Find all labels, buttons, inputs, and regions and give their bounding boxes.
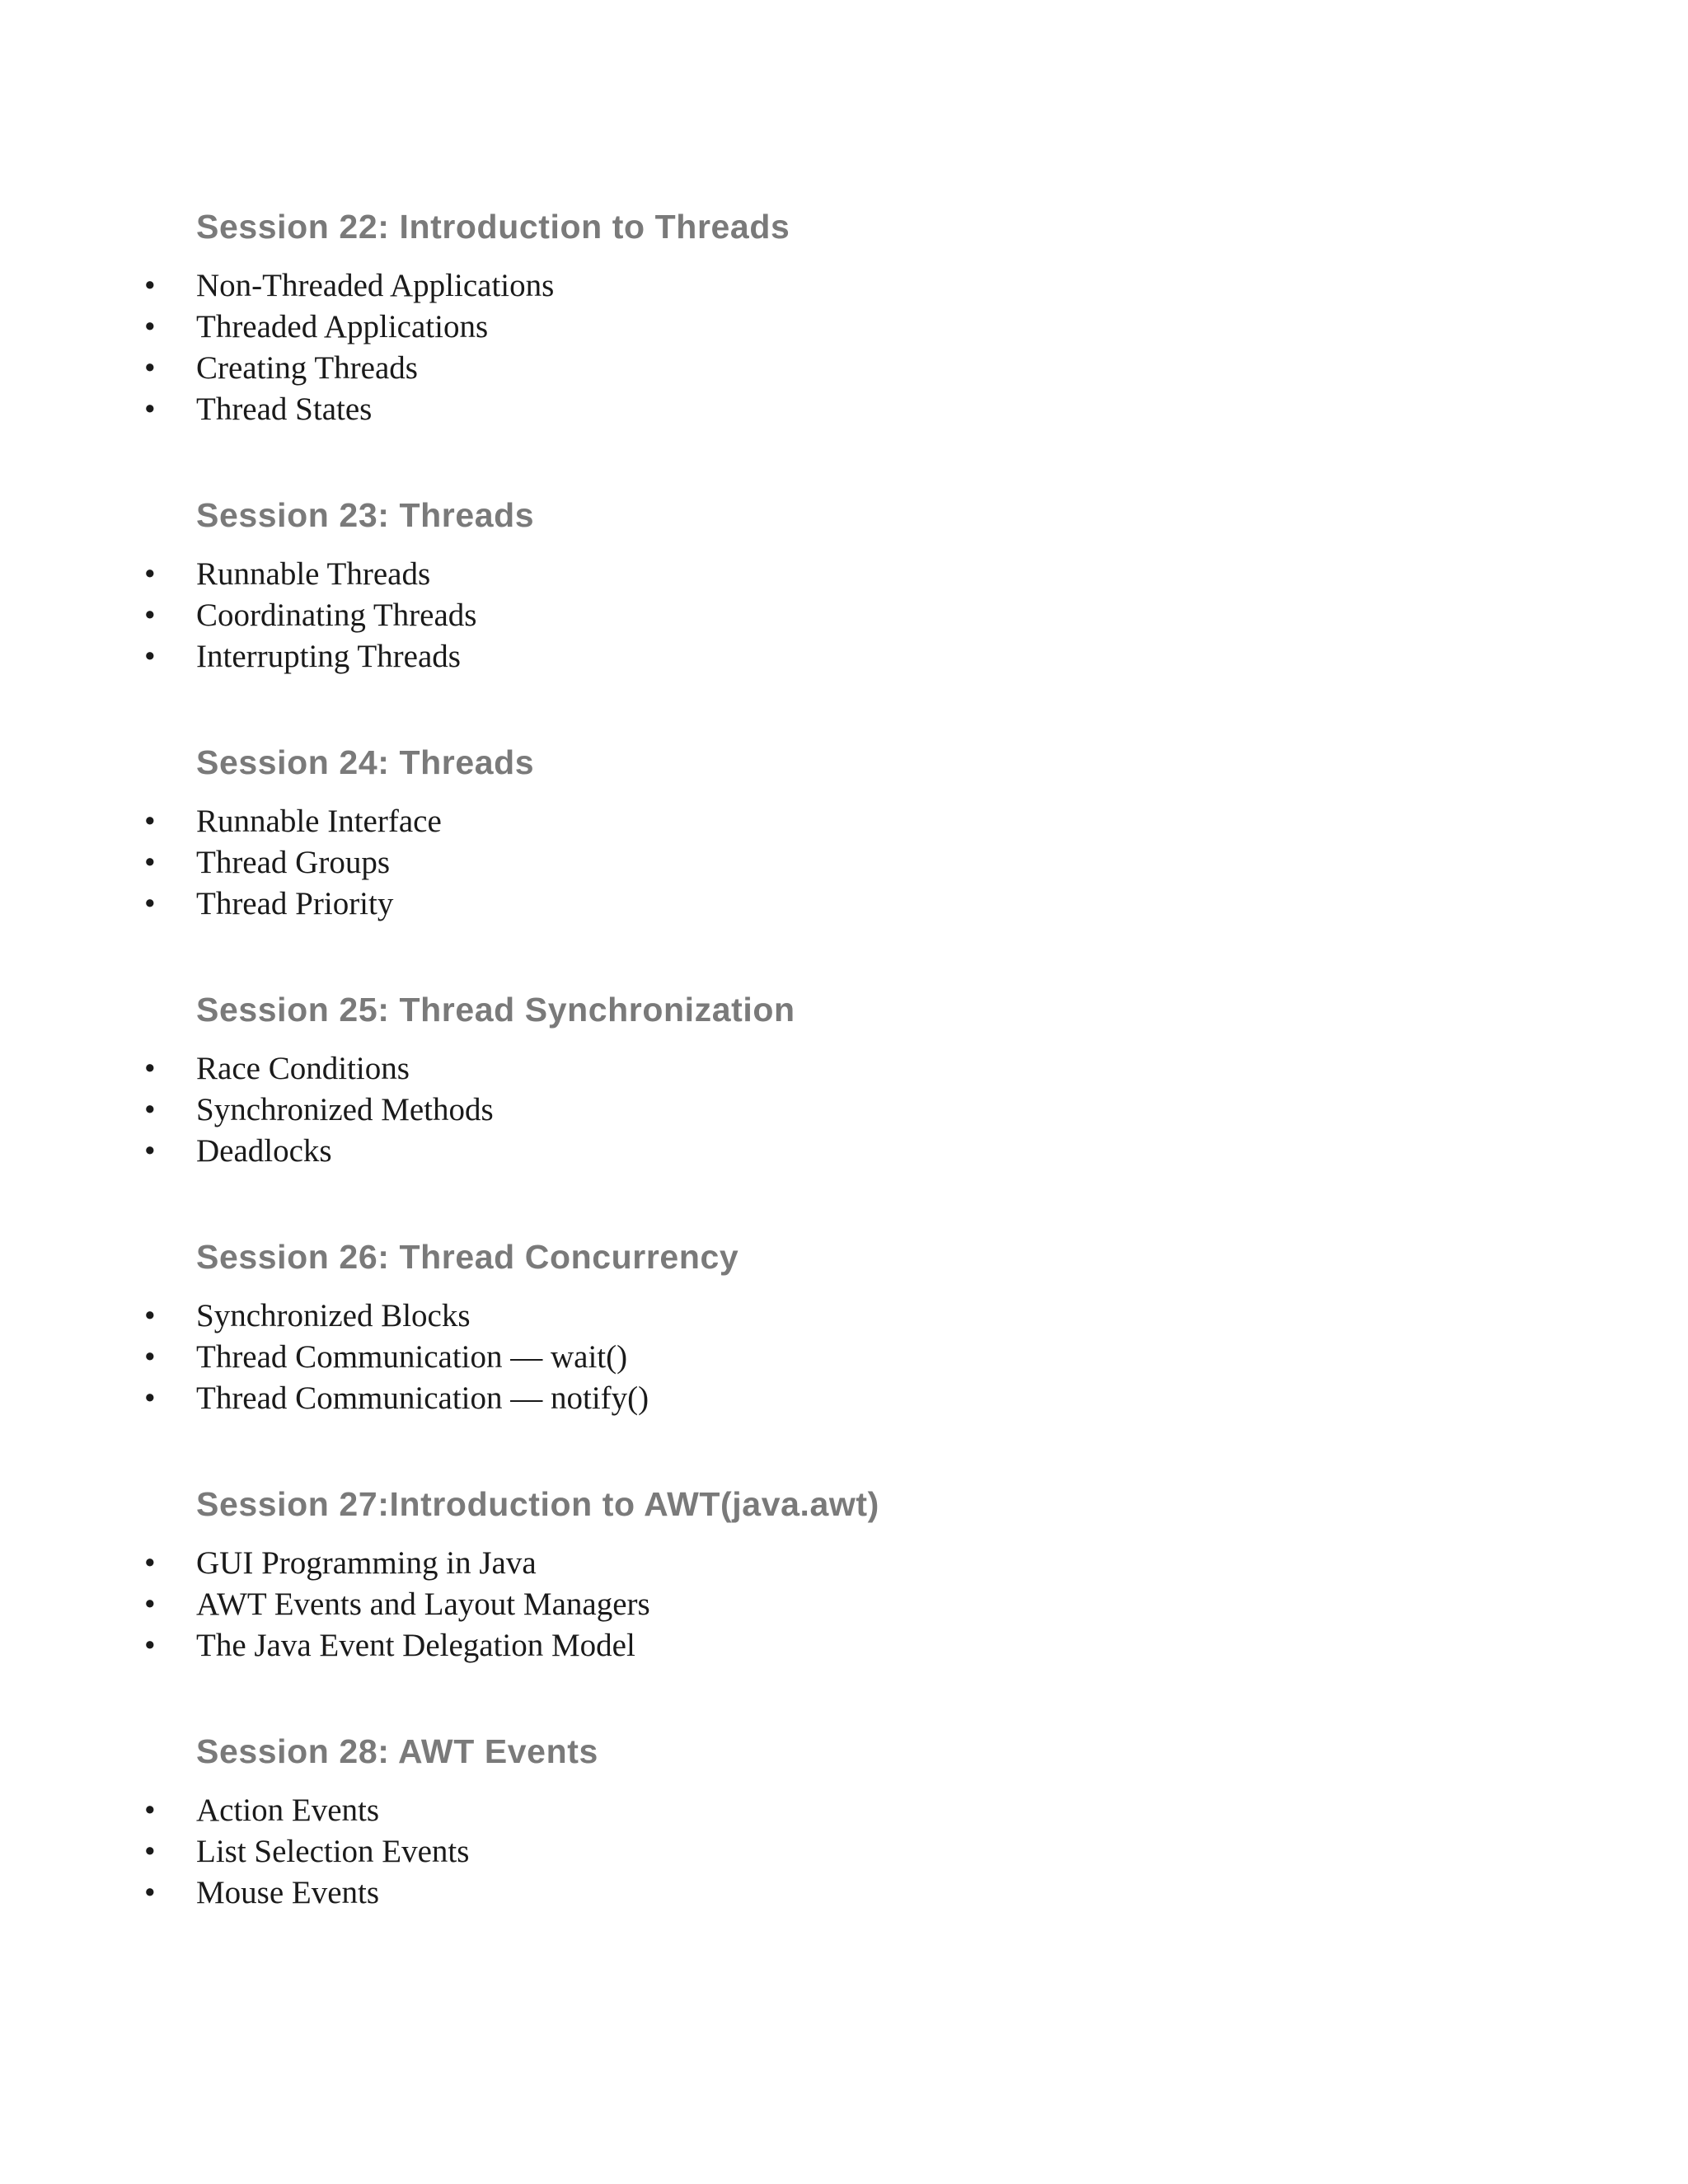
list-item bbox=[0, 636, 1688, 677]
topic-text: List Selection Events bbox=[196, 1834, 470, 1869]
bullet-icon: • bbox=[144, 1092, 156, 1127]
bullet-icon: • bbox=[144, 1339, 156, 1375]
topic-list bbox=[0, 801, 1688, 925]
bullet-icon: • bbox=[144, 886, 156, 921]
bullet-icon: • bbox=[144, 1834, 156, 1869]
list-item bbox=[0, 883, 1688, 925]
topic-text: Thread Communication — wait() bbox=[196, 1339, 628, 1375]
topic-list bbox=[0, 554, 1688, 677]
list-item bbox=[0, 389, 1688, 430]
topic-text: Action Events bbox=[196, 1793, 380, 1828]
topic-text: Race Conditions bbox=[196, 1051, 410, 1086]
session-title: Session 23: Threads bbox=[196, 496, 535, 534]
topic-text: Coordinating Threads bbox=[196, 598, 477, 633]
bullet-icon: • bbox=[144, 350, 156, 386]
bullet-icon: • bbox=[144, 309, 156, 344]
topic-list bbox=[0, 265, 1688, 430]
topic-list bbox=[0, 1296, 1688, 1419]
topic-text: Runnable Threads bbox=[196, 556, 431, 592]
bullet-icon: • bbox=[144, 1298, 156, 1333]
list-item bbox=[0, 1790, 1688, 1831]
list-item bbox=[0, 595, 1688, 636]
list-item bbox=[0, 1378, 1688, 1419]
bullet-icon: • bbox=[144, 598, 156, 633]
bullet-icon: • bbox=[144, 1628, 156, 1663]
topic-text: Thread States bbox=[196, 391, 373, 427]
topic-text: Synchronized Blocks bbox=[196, 1298, 471, 1333]
session-title: Session 25: Thread Synchronization bbox=[196, 991, 795, 1029]
list-item bbox=[0, 1048, 1688, 1090]
topic-text: Synchronized Methods bbox=[196, 1092, 494, 1127]
bullet-icon: • bbox=[144, 1051, 156, 1086]
topic-text: GUI Programming in Java bbox=[196, 1545, 537, 1581]
list-item bbox=[0, 801, 1688, 842]
list-item bbox=[0, 1337, 1688, 1378]
topic-text: Creating Threads bbox=[196, 350, 418, 386]
list-item bbox=[0, 1831, 1688, 1872]
bullet-icon: • bbox=[144, 845, 156, 880]
topic-text: Thread Priority bbox=[196, 886, 394, 921]
list-item bbox=[0, 1625, 1688, 1666]
list-item bbox=[0, 265, 1688, 307]
bullet-icon: • bbox=[144, 556, 156, 592]
list-item bbox=[0, 348, 1688, 389]
bullet-icon: • bbox=[144, 804, 156, 839]
topic-text: Non-Threaded Applications bbox=[196, 268, 555, 303]
session-title: Session 28: AWT Events bbox=[196, 1732, 598, 1770]
bullet-icon: • bbox=[144, 268, 156, 303]
topic-text: Deadlocks bbox=[196, 1133, 332, 1169]
bullet-icon: • bbox=[144, 1793, 156, 1828]
bullet-icon: • bbox=[144, 1133, 156, 1169]
list-item bbox=[0, 1090, 1688, 1131]
topic-text: Interrupting Threads bbox=[196, 639, 461, 674]
bullet-icon: • bbox=[144, 639, 156, 674]
topic-text: Thread Communication — notify() bbox=[196, 1380, 649, 1416]
list-item bbox=[0, 1296, 1688, 1337]
topic-text: The Java Event Delegation Model bbox=[196, 1628, 635, 1663]
bullet-icon: • bbox=[144, 1380, 156, 1416]
session-title: Session 24: Threads bbox=[196, 743, 535, 781]
list-item bbox=[0, 1872, 1688, 1914]
topic-text: AWT Events and Layout Managers bbox=[196, 1586, 650, 1622]
bullet-icon: • bbox=[144, 1586, 156, 1622]
bullet-icon: • bbox=[144, 1875, 156, 1910]
list-item bbox=[0, 554, 1688, 595]
list-item bbox=[0, 1584, 1688, 1625]
session-title: Session 26: Thread Concurrency bbox=[196, 1238, 739, 1276]
topic-text: Threaded Applications bbox=[196, 309, 489, 344]
topic-list bbox=[0, 1543, 1688, 1666]
topic-text: Mouse Events bbox=[196, 1875, 380, 1910]
session-title: Session 27:Introduction to AWT(java.awt) bbox=[196, 1485, 879, 1523]
topic-list bbox=[0, 1790, 1688, 1914]
list-item bbox=[0, 1131, 1688, 1172]
topic-text: Runnable Interface bbox=[196, 804, 442, 839]
topic-list bbox=[0, 1048, 1688, 1172]
session-title: Session 22: Introduction to Threads bbox=[196, 208, 790, 246]
list-item bbox=[0, 842, 1688, 883]
list-item bbox=[0, 1543, 1688, 1584]
topic-text: Thread Groups bbox=[196, 845, 391, 880]
bullet-icon: • bbox=[144, 1545, 156, 1581]
bullet-icon: • bbox=[144, 391, 156, 427]
list-item bbox=[0, 307, 1688, 348]
